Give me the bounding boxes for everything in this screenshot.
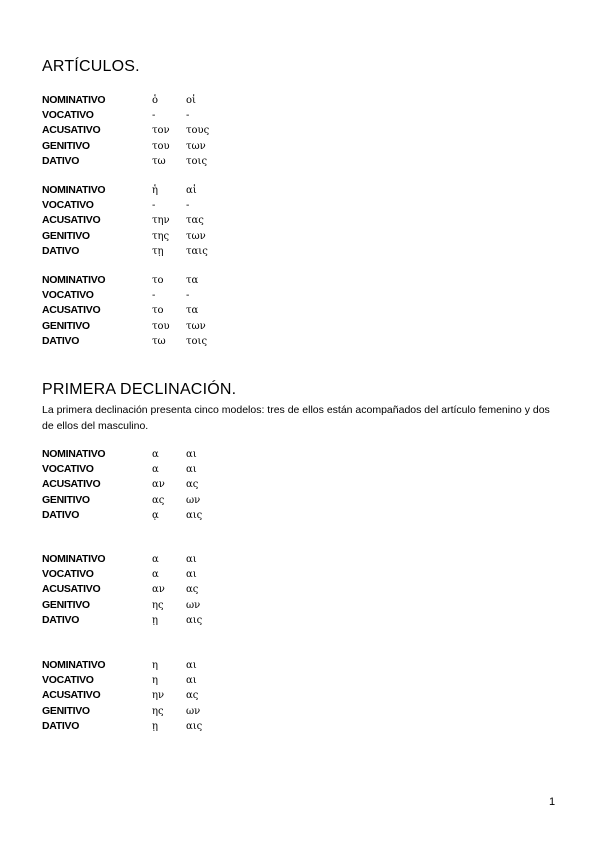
- declension-table-1: [42, 447, 202, 523]
- plural-form: των: [186, 140, 206, 152]
- article-table-neuter: [42, 273, 207, 349]
- case-label: VOCATIVO: [42, 674, 94, 687]
- table-row: [42, 598, 202, 613]
- plural-ending: αι: [186, 464, 197, 476]
- table-row: [42, 334, 207, 349]
- table-row: [42, 319, 207, 334]
- singular-form: το: [152, 275, 164, 286]
- table-row: [42, 673, 202, 688]
- article-table-feminine: [42, 183, 208, 259]
- table-row: [42, 229, 208, 244]
- case-label: DATIVO: [42, 719, 80, 732]
- case-label: VOCATIVO: [42, 199, 94, 212]
- table-row: [42, 139, 209, 154]
- plural-ending: αις: [186, 720, 203, 732]
- plural-ending: αις: [186, 509, 203, 521]
- plural-form: τα: [186, 305, 199, 317]
- case-label: VOCATIVO: [42, 463, 94, 476]
- case-label: DATIVO: [42, 613, 80, 626]
- case-label: GENITIVO: [42, 493, 90, 506]
- table-row: [42, 93, 209, 108]
- singular-ending: ᾳ: [152, 509, 159, 521]
- table-row: [42, 183, 208, 198]
- case-label: NOMINATIVO: [42, 274, 106, 286]
- singular-form: ὁ: [152, 95, 159, 106]
- case-label: VOCATIVO: [42, 289, 94, 302]
- plural-ending: αι: [186, 554, 197, 565]
- table-row: [42, 582, 202, 597]
- table-row: [42, 198, 208, 213]
- declension-table-3: [42, 658, 202, 734]
- case-label: VOCATIVO: [42, 109, 94, 122]
- singular-ending: ης: [152, 705, 164, 717]
- singular-form: -: [152, 110, 156, 122]
- table-row: [42, 154, 209, 169]
- case-label: GENITIVO: [42, 229, 90, 242]
- singular-ending: ῃ: [152, 720, 158, 732]
- plural-ending: ων: [186, 705, 201, 717]
- case-label: ACUSATIVO: [42, 304, 101, 317]
- case-label: NOMINATIVO: [42, 659, 106, 671]
- table-row: [42, 508, 202, 523]
- table-row: [42, 719, 202, 734]
- singular-ending: ῃ: [152, 614, 158, 626]
- section-paragraph: La primera declinación presenta cinco modelos: tres de ellos están acompañados del artículo femenino y dos de ellos del masculino.: [42, 404, 550, 432]
- declension-table-2: [42, 552, 202, 628]
- case-label: ACUSATIVO: [42, 214, 101, 227]
- singular-form: το: [152, 305, 164, 317]
- article-table-masculine: [42, 93, 209, 169]
- plural-form: τους: [186, 125, 210, 137]
- plural-ending: ων: [186, 494, 201, 506]
- table-row: [42, 493, 202, 508]
- section-title-primera-declinacion: PRIMERA DECLINACIÓN.: [42, 381, 237, 398]
- case-label: DATIVO: [42, 334, 80, 347]
- singular-form: τω: [152, 155, 166, 167]
- table-row: [42, 447, 202, 462]
- case-label: ACUSATIVO: [42, 478, 101, 491]
- plural-form: τας: [186, 215, 204, 227]
- plural-form: τοις: [186, 335, 208, 347]
- singular-ending: αν: [152, 584, 165, 596]
- case-label: NOMINATIVO: [42, 184, 106, 196]
- section-title-articulos: ARTÍCULOS.: [42, 58, 140, 75]
- singular-ending: α: [152, 569, 159, 581]
- plural-ending: αι: [186, 569, 197, 581]
- singular-form: τῃ: [152, 245, 164, 257]
- singular-form: -: [152, 200, 156, 212]
- case-label: ACUSATIVO: [42, 689, 101, 702]
- plural-form: -: [186, 290, 190, 302]
- case-label: GENITIVO: [42, 319, 90, 332]
- plural-form: αἱ: [186, 185, 197, 196]
- singular-ending: α: [152, 449, 159, 460]
- case-label: GENITIVO: [42, 704, 90, 717]
- plural-form: -: [186, 110, 190, 122]
- plural-form: τα: [186, 275, 199, 286]
- case-label: ACUSATIVO: [42, 583, 101, 596]
- table-row: [42, 567, 202, 582]
- plural-form: -: [186, 200, 190, 212]
- page-number: 1: [549, 796, 556, 808]
- table-row: [42, 273, 207, 288]
- singular-ending: ην: [152, 690, 165, 702]
- plural-form: οἱ: [186, 95, 196, 106]
- case-label: NOMINATIVO: [42, 448, 106, 460]
- table-row: [42, 462, 202, 477]
- plural-ending: αι: [186, 449, 197, 460]
- singular-form: του: [152, 320, 170, 332]
- table-row: [42, 303, 207, 318]
- table-row: [42, 213, 208, 228]
- singular-form: την: [152, 215, 170, 227]
- plural-ending: ας: [186, 479, 199, 491]
- singular-ending: ης: [152, 599, 164, 611]
- table-row: [42, 658, 202, 673]
- table-row: [42, 288, 207, 303]
- plural-ending: ας: [186, 690, 199, 702]
- case-label: NOMINATIVO: [42, 94, 106, 106]
- case-label: GENITIVO: [42, 598, 90, 611]
- singular-form: τον: [152, 125, 170, 137]
- singular-ending: η: [152, 660, 158, 671]
- case-label: DATIVO: [42, 244, 80, 257]
- case-label: GENITIVO: [42, 139, 90, 152]
- plural-ending: ων: [186, 599, 201, 611]
- singular-form: ἡ: [152, 185, 158, 196]
- case-label: VOCATIVO: [42, 568, 94, 581]
- plural-form: των: [186, 320, 206, 332]
- table-row: [42, 688, 202, 703]
- table-row: [42, 704, 202, 719]
- plural-form: ταις: [186, 245, 208, 257]
- case-label: DATIVO: [42, 154, 80, 167]
- table-row: [42, 108, 209, 123]
- singular-form: της: [152, 230, 170, 242]
- singular-ending: ας: [152, 494, 165, 506]
- table-row: [42, 552, 202, 567]
- case-label: DATIVO: [42, 508, 80, 521]
- singular-form: -: [152, 290, 156, 302]
- singular-ending: η: [152, 675, 158, 687]
- singular-ending: αν: [152, 479, 165, 491]
- plural-ending: αι: [186, 675, 197, 687]
- plural-form: τοις: [186, 155, 208, 167]
- table-row: [42, 123, 209, 138]
- table-row: [42, 244, 208, 259]
- singular-ending: α: [152, 464, 159, 476]
- singular-ending: α: [152, 554, 159, 565]
- plural-ending: αις: [186, 614, 203, 626]
- table-row: [42, 613, 202, 628]
- case-label: NOMINATIVO: [42, 553, 106, 565]
- plural-form: των: [186, 230, 206, 242]
- plural-ending: ας: [186, 584, 199, 596]
- table-row: [42, 477, 202, 492]
- singular-form: του: [152, 140, 170, 152]
- singular-form: τω: [152, 335, 166, 347]
- plural-ending: αι: [186, 660, 197, 671]
- case-label: ACUSATIVO: [42, 124, 101, 137]
